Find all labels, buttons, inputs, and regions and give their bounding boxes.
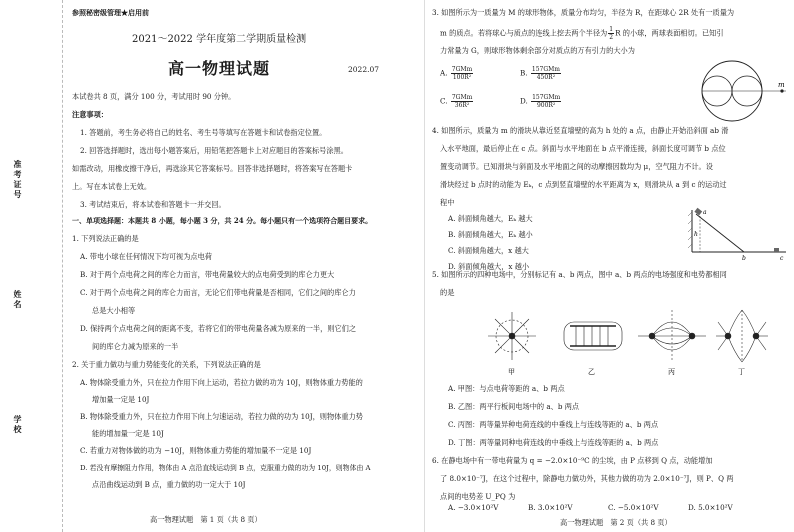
q4-stem: 4. 如图所示，质量为 m 的滑块从靠近竖直墙壁的高为 h 处的 a 点，由静止开始沿斜面 ab 滑	[432, 126, 729, 135]
q2-option-b: B. 物体除受重力外，只在拉力作用下向上匀速运动，若拉力做的功为 10J，则物体重力势	[80, 412, 363, 421]
q4-option-d: D. 斜面倾角越大，x 越小	[448, 262, 530, 271]
q4-stem-line: 入水平地面，最后停止在 c 点。斜面与水平地面在 b 点平滑连接，斜面长度可调节 b 点位	[440, 144, 726, 153]
caption-yi: 乙	[588, 368, 595, 376]
q4-stem-line: 程中	[440, 198, 455, 207]
point-mass	[780, 89, 783, 92]
fraction-numerator: 7GMm	[451, 94, 473, 101]
field-parallel-plates	[564, 322, 622, 350]
label-b: b	[742, 255, 746, 262]
q3-stem-part: R 的小球，两球表面相切。已知引	[615, 28, 724, 38]
gutter-label-school: 学校	[13, 415, 22, 435]
q1-option-d: D. 保持两个点电荷之间的距离不变，若将它们的带电荷量各减为原来的一半，则它们之	[80, 324, 357, 333]
q1-stem: 1. 下列说法正确的是	[72, 234, 139, 243]
q5-option-d: D. 丁图：两等量同种电荷连线的中垂线上与连线等距的 a、b 两点	[448, 438, 659, 447]
q2-option-a-cont: 增加量一定是 10J	[92, 395, 150, 404]
note-line: 如需改动，用橡皮擦干净后，再选涂其它答案标号。回答非选择题时，将答案写在答题卡	[72, 164, 353, 173]
q5-stem-line: 的是	[440, 288, 455, 297]
point-mass-label: m	[778, 81, 785, 89]
q5-option-c: C. 丙图：两等量异种电荷连线的中垂线上与连线等距的 a、b 两点	[448, 420, 659, 429]
q2-option-a: A. 物体除受重力外，只在拉力作用下向上运动，若拉力做的功为 10J，则物体重力势能的	[80, 378, 363, 387]
exam-date: 2022.07	[348, 65, 380, 74]
q4-incline-figure	[686, 206, 790, 262]
option-fraction	[531, 94, 561, 109]
page-title: 高一物理试题	[168, 59, 271, 78]
exam-year: 2021～2022 学年度第二学期质量检测	[132, 34, 307, 45]
q2-option-c: C. 若重力对物体做的功为 −10J，则物体重力势能的增加量不一定是 10J	[80, 446, 312, 455]
q3-stem: 3. 如图所示为一质量为 M 的球形物体，质量分布均匀，半径为 R，在距球心 2R 处有一质量为	[432, 8, 735, 17]
exam-info: 本试卷共 8 页，满分 100 分，考试用时 90 分钟。	[72, 92, 236, 101]
note-line: 1. 答题前，考生务必将自己的姓名、考生号等填写在答题卡和试卷指定位置。	[80, 128, 327, 137]
caption-ding: 丁	[738, 368, 745, 376]
q1-option-c: C. 对于两个点电荷之间的库仑力而言，无论它们带电荷量是否相同，它们之间的库仑力	[80, 288, 356, 297]
option-fraction	[451, 66, 473, 81]
q6-stem-line: 点间的电势差 U_PQ 为	[440, 492, 516, 501]
slider-block	[694, 208, 702, 216]
q3-option-b	[520, 66, 562, 81]
fraction-denominator: 36R²	[454, 102, 470, 109]
option-label: B.	[520, 68, 528, 78]
q6-option-c: C. −5.0×10²V	[608, 503, 659, 512]
option-fraction	[531, 66, 561, 81]
label-a: a	[703, 209, 707, 216]
secret-label: 参照秘密级管理★启用前	[72, 8, 149, 17]
q5-option-b: B. 乙图：两平行板间电场中的 a、b 两点	[448, 402, 580, 411]
q4-stem-line: 置变动调节。已知滑块与斜面及水平地面之间的动摩擦因数均为 μ，空气阻力不计。设	[440, 162, 713, 171]
option-label: D.	[520, 96, 528, 106]
q6-stem-line: 了 8.0×10⁻⁷J，在这个过程中，除静电力做功外，其他力做的功为 2.0×10⁻⁷J，则 P、Q 两	[440, 474, 734, 483]
page-divider	[424, 0, 425, 532]
q3-option-d	[520, 94, 562, 109]
binding-gutter	[0, 0, 63, 532]
q1-option-c-cont: 总是大小相等	[92, 306, 136, 315]
option-label: A.	[440, 68, 448, 78]
fraction-denominator: 2	[609, 34, 614, 41]
q3-option-c	[440, 94, 474, 109]
field-dipole	[638, 310, 706, 362]
q3-sphere-figure	[690, 58, 790, 126]
q1-option-b: B. 对于两个点电荷之间的库仑力而言，带电荷量较大的点电荷受到的库仑力更大	[80, 270, 335, 279]
q2-stem: 2. 关于重力做功与重力势能变化的关系，下列说法正确的是	[72, 360, 261, 369]
field-like-charges	[716, 310, 768, 362]
section-heading: 一、单项选择题：本题共 8 小题，每小题 3 分，共 24 分。每小题只有一个选项符合题目要求。	[72, 216, 373, 225]
q4-option-b: B. 斜面倾角越大，Eₖ 越小	[448, 230, 533, 239]
option-fraction	[451, 94, 473, 109]
q5-option-a: A. 甲图：与点电荷等距的 a、b 两点	[448, 384, 565, 393]
q1-option-a: A. 带电小球在任何情况下均可视为点电荷	[80, 252, 212, 261]
q5-field-figures	[480, 306, 770, 378]
q6-option-a: A. −3.0×10²V	[448, 503, 499, 512]
fraction-denominator: 900R²	[536, 102, 556, 109]
note-line: 3. 考试结束后，将本试卷和答题卡一并交回。	[80, 200, 226, 209]
q4-option-a: A. 斜面倾角越大，Eₖ 越大	[448, 214, 533, 223]
q3-half-fraction	[608, 26, 614, 41]
fraction-numerator: 7GMm	[451, 66, 473, 73]
label-h: h	[694, 231, 698, 238]
q5-stem: 5. 如图所示的四种电场中，分别标记有 a、b 两点，图中 a、b 两点的电场强度和电势都相同	[432, 270, 727, 279]
fraction-numerator: 1	[609, 26, 614, 33]
stopped-block	[774, 248, 779, 252]
fraction-numerator: 157GMm	[531, 66, 560, 73]
footer-right: 高一物理试题 第 2 页（共 8 页）	[560, 518, 672, 527]
footer-left: 高一物理试题 第 1 页（共 8 页）	[150, 515, 262, 524]
q6-stem: 6. 在静电场中有一带电荷量为 q = −2.0×10⁻⁹C 的尘埃，由 P 点移到 Q 点，动能增加	[432, 456, 713, 465]
q6-options-row	[448, 503, 733, 513]
q2-option-d: D. 若没有摩擦阻力作用，物体由 A 点沿直线运动到 B 点，克服重力做的功为 10J，则物体由 A	[80, 464, 371, 472]
q3-stem-line3: 力常量为 G，则球形物体剩余部分对质点的万有引力的大小为	[440, 46, 635, 55]
incline	[696, 214, 744, 252]
fraction-denominator: 450R²	[536, 74, 556, 81]
gutter-label-name: 姓名	[13, 290, 22, 310]
fraction-denominator: 100R²	[452, 74, 472, 81]
q4-stem-line: 滑块经过 b 点时的动能为 Eₖ，c 点到竖直墙壁的水平距离为 x，则滑块从 a 到 c 的运动过	[440, 180, 727, 189]
q4-option-c: C. 斜面倾角越大，x 越大	[448, 246, 529, 255]
q3-option-a	[440, 66, 474, 81]
q1-option-d-cont: 间的库仑力减为原来的一半	[92, 342, 179, 351]
label-c: c	[780, 255, 784, 262]
note-line: 2. 回答选择题时，选出每小题答案后，用铅笔把答题卡上对应题目的答案标号涂黑。	[80, 146, 348, 155]
q2-option-d-cont: 点沿曲线运动到 B 点，重力做的功一定大于 10J	[92, 480, 246, 489]
notes-title: 注意事项：	[72, 110, 108, 119]
q3-stem-part: m 的质点。若将球心与质点的连线上挖去两个半径为	[440, 28, 608, 38]
note-line: 上。写在本试卷上无效。	[72, 182, 152, 191]
fraction-numerator: 157GMm	[532, 94, 561, 101]
gutter-label-ticket: 准考证号	[13, 160, 22, 200]
q3-stem-line2	[440, 26, 723, 41]
q6-option-d: D. 5.0×10²V	[688, 503, 733, 512]
field-point-charge	[488, 312, 536, 360]
q2-option-b-cont: 能的增加量一定是 10J	[92, 429, 164, 438]
wall-hatching	[688, 212, 692, 248]
caption-jia: 甲	[508, 368, 515, 376]
caption-bing: 丙	[668, 368, 675, 376]
q6-option-b: B. 3.0×10²V	[528, 503, 573, 512]
option-label: C.	[440, 96, 448, 106]
